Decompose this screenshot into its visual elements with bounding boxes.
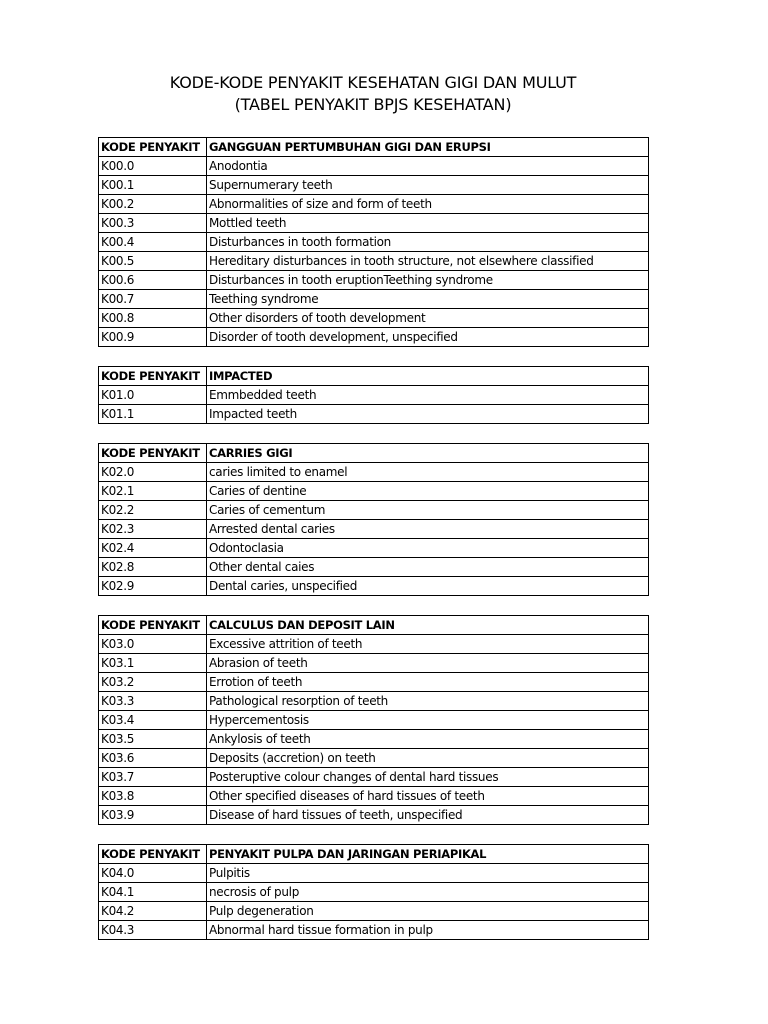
disease-code-table bbox=[98, 366, 649, 424]
code-cell: K02.2 bbox=[99, 501, 207, 520]
code-cell: K00.7 bbox=[99, 290, 207, 309]
header-code-cell: KODE PENYAKIT bbox=[99, 444, 207, 463]
code-cell: K03.2 bbox=[99, 673, 207, 692]
description-cell: Errotion of teeth bbox=[207, 673, 649, 692]
table-row bbox=[99, 787, 649, 806]
table-spacer bbox=[98, 347, 648, 366]
description-cell: Supernumerary teeth bbox=[207, 176, 649, 195]
code-cell: K02.9 bbox=[99, 577, 207, 596]
description-cell: Impacted teeth bbox=[207, 405, 649, 424]
description-cell: caries limited to enamel bbox=[207, 463, 649, 482]
table-row bbox=[99, 271, 649, 290]
table-row bbox=[99, 635, 649, 654]
table-row bbox=[99, 176, 649, 195]
document-title bbox=[0, 72, 746, 116]
table-row bbox=[99, 921, 649, 940]
disease-code-table bbox=[98, 137, 649, 347]
table-header-row bbox=[99, 367, 649, 386]
code-cell: K03.4 bbox=[99, 711, 207, 730]
description-cell: Abnormalities of size and form of teeth bbox=[207, 195, 649, 214]
table-header-row bbox=[99, 845, 649, 864]
header-category-cell: IMPACTED bbox=[207, 367, 649, 386]
table-row bbox=[99, 692, 649, 711]
table-row bbox=[99, 558, 649, 577]
description-cell: Caries of cementum bbox=[207, 501, 649, 520]
table-row bbox=[99, 520, 649, 539]
header-code-cell: KODE PENYAKIT bbox=[99, 616, 207, 635]
code-cell: K00.1 bbox=[99, 176, 207, 195]
code-cell: K02.8 bbox=[99, 558, 207, 577]
code-cell: K00.4 bbox=[99, 233, 207, 252]
description-cell: necrosis of pulp bbox=[207, 883, 649, 902]
table-row bbox=[99, 195, 649, 214]
code-cell: K01.0 bbox=[99, 386, 207, 405]
description-cell: Ankylosis of teeth bbox=[207, 730, 649, 749]
code-cell: K00.2 bbox=[99, 195, 207, 214]
description-cell: Disorder of tooth development, unspecified bbox=[207, 328, 649, 347]
table-row bbox=[99, 157, 649, 176]
table-row bbox=[99, 673, 649, 692]
table-row bbox=[99, 328, 649, 347]
header-category-cell: PENYAKIT PULPA DAN JARINGAN PERIAPIKAL bbox=[207, 845, 649, 864]
description-cell: Caries of dentine bbox=[207, 482, 649, 501]
table-row bbox=[99, 577, 649, 596]
disease-code-table bbox=[98, 443, 649, 596]
description-cell: Excessive attrition of teeth bbox=[207, 635, 649, 654]
description-cell: Emmbedded teeth bbox=[207, 386, 649, 405]
table-row bbox=[99, 501, 649, 520]
description-cell: Other specified diseases of hard tissues of teeth bbox=[207, 787, 649, 806]
code-cell: K03.5 bbox=[99, 730, 207, 749]
title-line-2: (TABEL PENYAKIT BPJS KESEHATAN) bbox=[234, 95, 512, 114]
table-row bbox=[99, 309, 649, 328]
description-cell: Hypercementosis bbox=[207, 711, 649, 730]
header-category-cell: CARRIES GIGI bbox=[207, 444, 649, 463]
description-cell: Pathological resorption of teeth bbox=[207, 692, 649, 711]
code-cell: K04.1 bbox=[99, 883, 207, 902]
table-row bbox=[99, 768, 649, 787]
table-row bbox=[99, 654, 649, 673]
disease-code-table bbox=[98, 615, 649, 825]
description-cell: Disturbances in tooth eruptionTeething syndrome bbox=[207, 271, 649, 290]
table-row bbox=[99, 902, 649, 921]
code-cell: K03.1 bbox=[99, 654, 207, 673]
code-cell: K03.6 bbox=[99, 749, 207, 768]
table-row bbox=[99, 749, 649, 768]
code-cell: K04.2 bbox=[99, 902, 207, 921]
table-row bbox=[99, 386, 649, 405]
description-cell: Arrested dental caries bbox=[207, 520, 649, 539]
table-spacer bbox=[98, 825, 648, 844]
description-cell: Other disorders of tooth development bbox=[207, 309, 649, 328]
code-cell: K03.7 bbox=[99, 768, 207, 787]
code-cell: K00.9 bbox=[99, 328, 207, 347]
table-spacer bbox=[98, 596, 648, 615]
description-cell: Deposits (accretion) on teeth bbox=[207, 749, 649, 768]
table-row bbox=[99, 806, 649, 825]
description-cell: Hereditary disturbances in tooth structure, not elsewhere classified bbox=[207, 252, 649, 271]
description-cell: Other dental caies bbox=[207, 558, 649, 577]
table-row bbox=[99, 711, 649, 730]
description-cell: Abrasion of teeth bbox=[207, 654, 649, 673]
table-row bbox=[99, 405, 649, 424]
description-cell: Odontoclasia bbox=[207, 539, 649, 558]
code-cell: K00.5 bbox=[99, 252, 207, 271]
code-cell: K01.1 bbox=[99, 405, 207, 424]
description-cell: Pulp degeneration bbox=[207, 902, 649, 921]
table-header-row bbox=[99, 138, 649, 157]
table-row bbox=[99, 539, 649, 558]
description-cell: Teething syndrome bbox=[207, 290, 649, 309]
code-cell: K02.0 bbox=[99, 463, 207, 482]
description-cell: Disease of hard tissues of teeth, unspecified bbox=[207, 806, 649, 825]
code-cell: K04.3 bbox=[99, 921, 207, 940]
description-cell: Posteruptive colour changes of dental hard tissues bbox=[207, 768, 649, 787]
code-cell: K04.0 bbox=[99, 864, 207, 883]
description-cell: Disturbances in tooth formation bbox=[207, 233, 649, 252]
table-header-row bbox=[99, 444, 649, 463]
table-row bbox=[99, 463, 649, 482]
table-row bbox=[99, 883, 649, 902]
table-spacer bbox=[98, 424, 648, 443]
table-row bbox=[99, 214, 649, 233]
header-category-cell: GANGGUAN PERTUMBUHAN GIGI DAN ERUPSI bbox=[207, 138, 649, 157]
table-row bbox=[99, 252, 649, 271]
header-code-cell: KODE PENYAKIT bbox=[99, 138, 207, 157]
code-cell: K00.0 bbox=[99, 157, 207, 176]
header-code-cell: KODE PENYAKIT bbox=[99, 845, 207, 864]
table-row bbox=[99, 290, 649, 309]
description-cell: Pulpitis bbox=[207, 864, 649, 883]
code-cell: K03.3 bbox=[99, 692, 207, 711]
description-cell: Mottled teeth bbox=[207, 214, 649, 233]
code-cell: K02.1 bbox=[99, 482, 207, 501]
code-cell: K03.8 bbox=[99, 787, 207, 806]
code-cell: K02.3 bbox=[99, 520, 207, 539]
description-cell: Anodontia bbox=[207, 157, 649, 176]
description-cell: Dental caries, unspecified bbox=[207, 577, 649, 596]
header-code-cell: KODE PENYAKIT bbox=[99, 367, 207, 386]
code-cell: K03.0 bbox=[99, 635, 207, 654]
table-row bbox=[99, 233, 649, 252]
table-row bbox=[99, 482, 649, 501]
title-line-1: KODE-KODE PENYAKIT KESEHATAN GIGI DAN MULUT bbox=[169, 73, 577, 92]
disease-code-tables bbox=[98, 137, 648, 940]
code-cell: K03.9 bbox=[99, 806, 207, 825]
code-cell: K02.4 bbox=[99, 539, 207, 558]
description-cell: Abnormal hard tissue formation in pulp bbox=[207, 921, 649, 940]
table-header-row bbox=[99, 616, 649, 635]
table-row bbox=[99, 864, 649, 883]
header-category-cell: CALCULUS DAN DEPOSIT LAIN bbox=[207, 616, 649, 635]
code-cell: K00.6 bbox=[99, 271, 207, 290]
code-cell: K00.3 bbox=[99, 214, 207, 233]
disease-code-table bbox=[98, 844, 649, 940]
table-row bbox=[99, 730, 649, 749]
code-cell: K00.8 bbox=[99, 309, 207, 328]
